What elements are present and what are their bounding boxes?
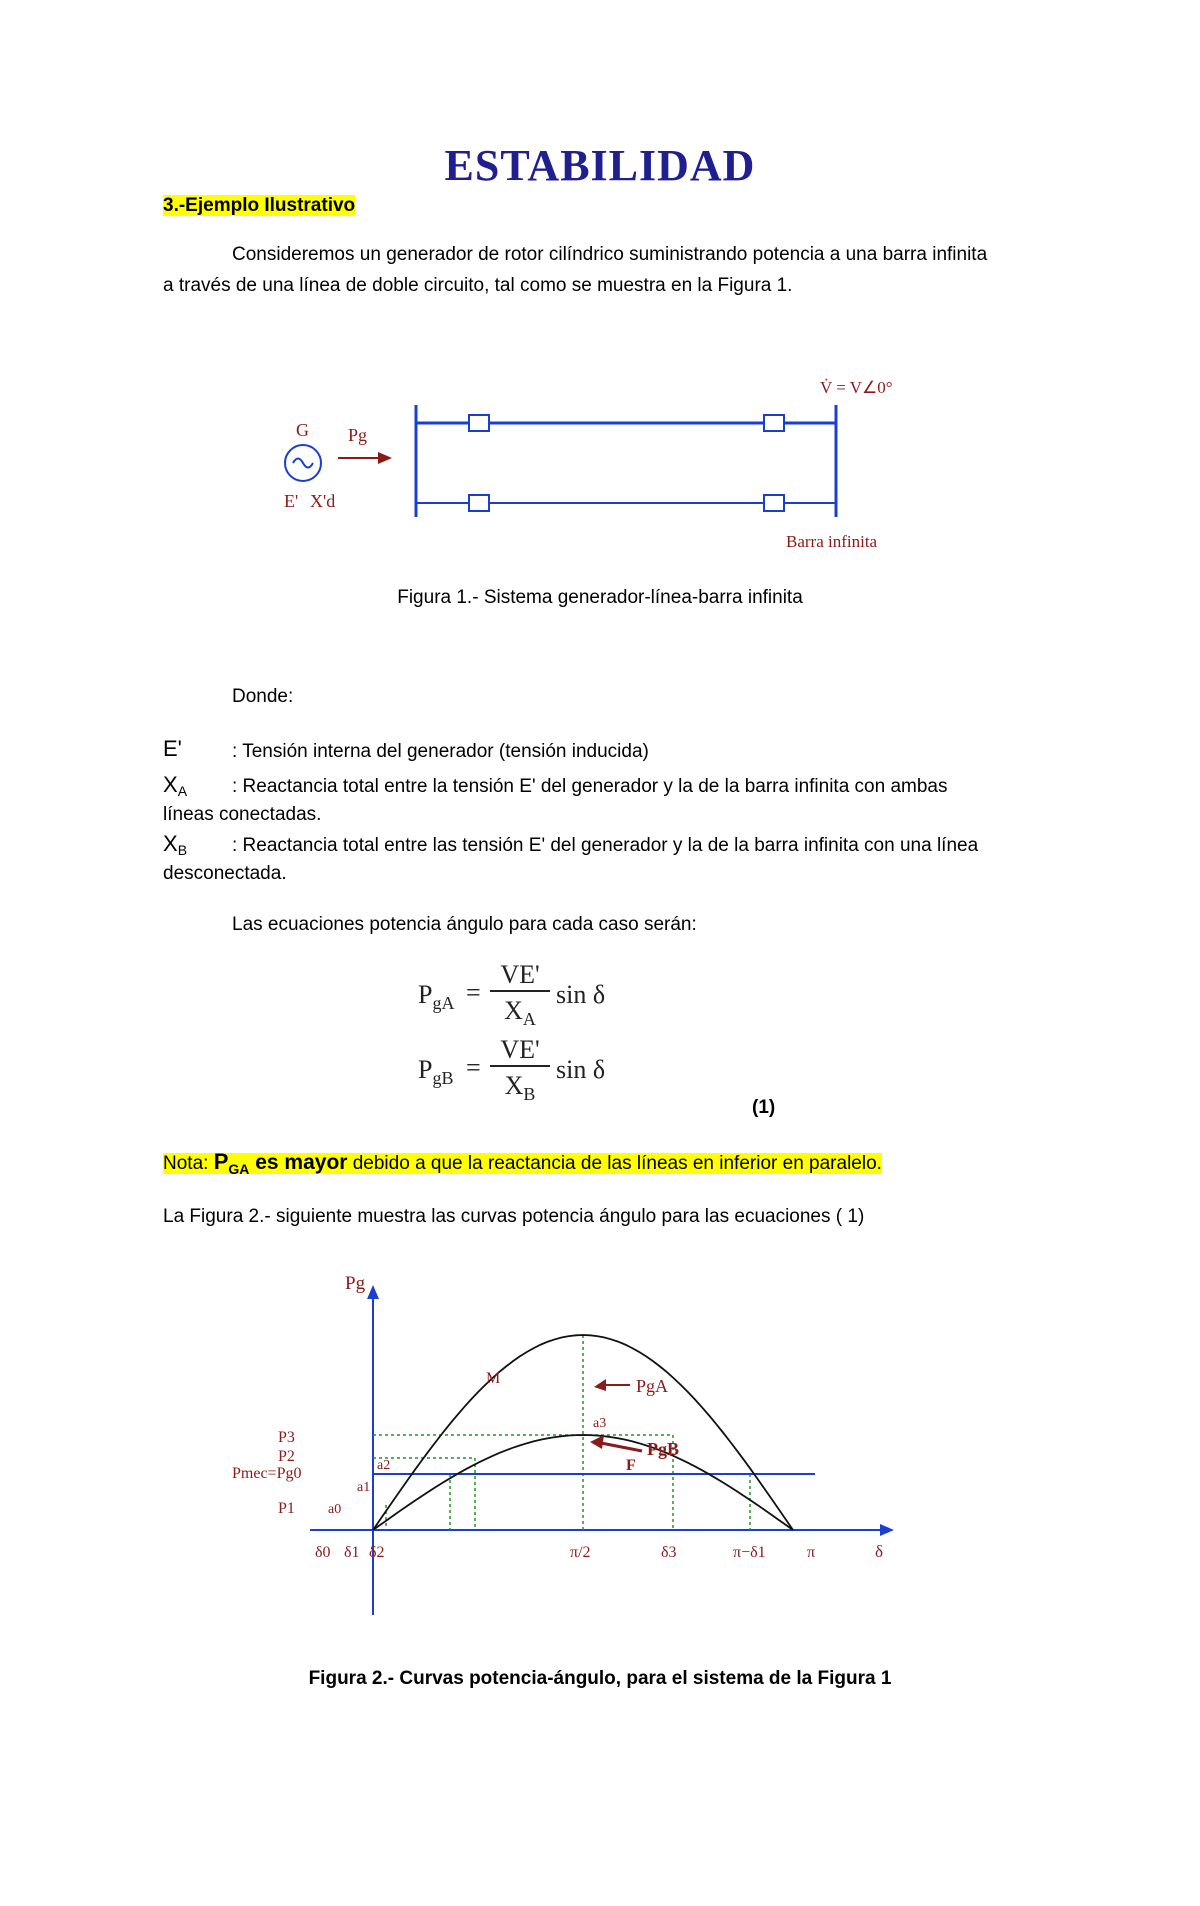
- intro-line-1: Consideremos un generador de rotor cilíndrico suministrando potencia a una barra infinita: [232, 244, 988, 265]
- xb-symbol: X: [163, 831, 178, 856]
- label-pi2: π/2: [570, 1544, 591, 1561]
- equation-pgb-eq: =: [466, 1053, 481, 1082]
- equation-pga-eq: =: [466, 978, 481, 1007]
- equation-pgb: [418, 1055, 453, 1089]
- pga-sin: sin δ: [556, 980, 606, 1009]
- pgb-pointer-line: [601, 1443, 642, 1451]
- label-a2: a2: [377, 1458, 391, 1473]
- label-a1: a1: [357, 1480, 371, 1495]
- label-d1: δ1: [344, 1544, 360, 1561]
- figure-2-intro: La Figura 2.- siguiente muestra las curvas potencia ángulo para las ecuaciones ( 1): [163, 1206, 865, 1227]
- pga-lhs: P: [418, 980, 433, 1009]
- equations-intro: Las ecuaciones potencia ángulo para cada caso serán:: [232, 914, 697, 935]
- breaker-2a: [469, 495, 489, 511]
- label-p3: P3: [278, 1429, 295, 1446]
- xa-symbol: X: [163, 772, 178, 797]
- bus-label: Barra infinita: [786, 532, 878, 551]
- label-pi: π: [807, 1544, 816, 1561]
- note-rest: debido a que la reactancia de las líneas en inferior en paralelo.: [347, 1153, 882, 1174]
- label-a0: a0: [328, 1502, 342, 1517]
- gen-label: G: [296, 420, 309, 440]
- note-pga: P: [213, 1149, 229, 1174]
- label-d3: δ3: [661, 1544, 677, 1561]
- pgb-sin: sin δ: [556, 1055, 606, 1084]
- voltage-label: V̇ = V∠0°: [820, 378, 893, 397]
- pga-den: X: [504, 996, 523, 1025]
- x-axis-arrow: [880, 1524, 894, 1536]
- label-m: M: [486, 1370, 501, 1387]
- def-xb-text-1: : Reactancia total entre las tensión E' del generador y la de la barra infinita con una línea: [232, 835, 979, 856]
- def-xb-text-2: desconectada.: [163, 863, 287, 884]
- pgb-den: X: [504, 1071, 524, 1100]
- note: [163, 1148, 882, 1183]
- section-heading-text: 3.-Ejemplo Ilustrativo: [163, 195, 356, 216]
- label-d2: δ2: [369, 1544, 385, 1561]
- xd-label: X'd: [310, 491, 336, 511]
- pgb-numerator: VE': [490, 1035, 550, 1067]
- x-axis-label: δ: [875, 1542, 884, 1561]
- page-title: ESTABILIDAD: [444, 141, 756, 190]
- pgb-den-sub: B: [523, 1084, 536, 1105]
- intro-line-2: a través de una línea de doble circuito, tal como se muestra en la Figura 1.: [163, 275, 793, 296]
- y-axis-label: Pg: [345, 1273, 366, 1294]
- note-pga-sub: GA: [228, 1160, 250, 1177]
- pgb-sub: gB: [432, 1068, 454, 1089]
- equation-number: (1): [752, 1097, 776, 1118]
- label-pmec: Pmec=Pg0: [232, 1465, 302, 1482]
- figure-2-caption: Figura 2.- Curvas potencia-ángulo, para el sistema de la Figura 1: [308, 1668, 892, 1689]
- section-heading: [163, 192, 355, 220]
- curve-b-label: PgB: [647, 1439, 680, 1459]
- label-pi-d1: π−δ1: [733, 1544, 766, 1561]
- note-highlight: [163, 1149, 882, 1177]
- label-f: F: [626, 1457, 636, 1474]
- figure-2-chart: [232, 1265, 900, 1625]
- def-xa-symbol: [163, 772, 187, 799]
- pg-label: Pg: [348, 425, 368, 445]
- guide-lines: [373, 1335, 750, 1530]
- note-prefix: Nota:: [163, 1153, 214, 1174]
- e-symbol: E': [163, 736, 182, 761]
- xb-subscript: B: [177, 842, 188, 859]
- pgb-lhs: P: [418, 1055, 433, 1084]
- pgb-denominator: [490, 1071, 550, 1105]
- def-xa-text-1: : Reactancia total entre la tensión E' del generador y la de la barra infinita con ambas: [232, 776, 948, 797]
- label-p1: P1: [278, 1500, 295, 1517]
- label-d0: δ0: [315, 1544, 331, 1561]
- sine-icon: [293, 459, 313, 468]
- pga-denominator: [490, 996, 550, 1030]
- breaker-2b: [764, 495, 784, 511]
- y-axis-arrow: [367, 1285, 379, 1299]
- e-label: E': [284, 491, 299, 511]
- label-p2: P2: [278, 1448, 295, 1465]
- xa-subscript: A: [177, 783, 188, 800]
- figure-1-caption: Figura 1.- Sistema generador-línea-barra infinita: [397, 587, 803, 608]
- donde-label: Donde:: [232, 686, 294, 707]
- def-xa-text-2: líneas conectadas.: [163, 804, 322, 825]
- pgb-pointer-head: [590, 1435, 604, 1449]
- figure-1-diagram: [270, 370, 930, 570]
- pga-numerator: VE': [490, 960, 550, 992]
- pga-sub: gA: [432, 993, 455, 1014]
- def-xb-symbol: [163, 831, 187, 858]
- def-e-text: : Tensión interna del generador (tensión inducida): [232, 741, 649, 762]
- breaker-1a: [469, 415, 489, 431]
- pga-pointer-head: [594, 1379, 606, 1391]
- def-e-symbol: [163, 736, 182, 762]
- label-a3: a3: [593, 1416, 607, 1431]
- breaker-1b: [764, 415, 784, 431]
- pga-den-sub: A: [522, 1009, 536, 1030]
- curve-a-label: PgA: [636, 1376, 669, 1396]
- note-emph: es mayor: [249, 1151, 348, 1174]
- equation-pga: [418, 980, 454, 1014]
- pg-arrow-head: [378, 452, 392, 464]
